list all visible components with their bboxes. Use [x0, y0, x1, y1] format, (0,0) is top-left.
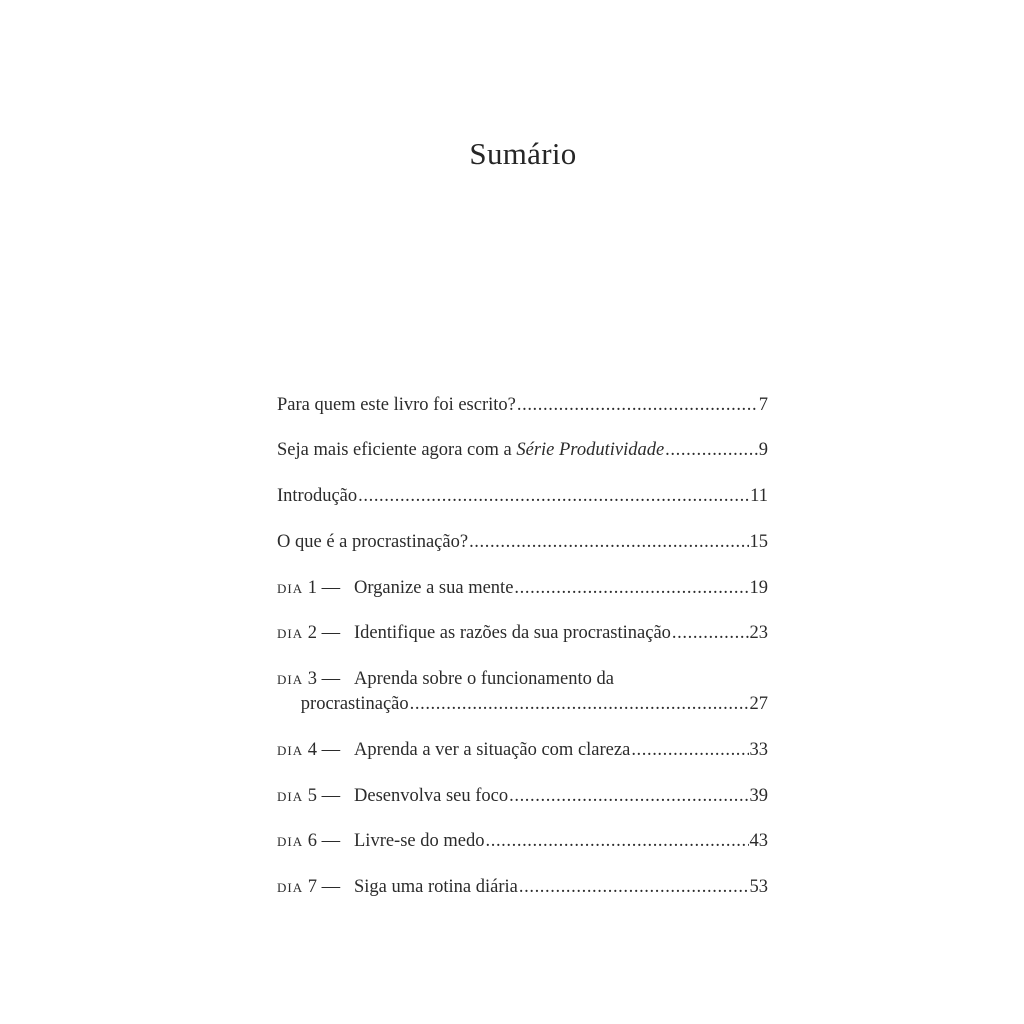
dot-leader	[519, 874, 749, 900]
toc-entry-title: Introdução	[277, 486, 358, 506]
toc-entry[interactable]	[277, 529, 768, 555]
dot-leader	[514, 575, 748, 601]
dot-leader	[665, 437, 758, 463]
day-label: dia 1 —	[277, 577, 341, 598]
toc-page-number: 9	[758, 440, 768, 460]
toc-page-number: 19	[749, 578, 768, 598]
toc-day-entry[interactable]	[277, 782, 768, 809]
toc-page-number: 27	[749, 694, 768, 714]
day-label: dia 2 —	[277, 622, 341, 643]
dot-leader	[358, 483, 749, 509]
toc-entry-title: Identifique as razões da sua procrastinação	[354, 623, 671, 643]
toc-entry-title: Livre-se do medo	[354, 831, 485, 851]
toc-day-entry-line2[interactable]	[277, 691, 768, 717]
toc-page-number: 53	[749, 877, 768, 897]
toc-day-entry[interactable]	[277, 574, 768, 601]
toc-day-entry[interactable]	[277, 736, 768, 763]
toc-entry-title-regular: Seja mais eficiente agora com a	[277, 440, 517, 460]
toc-page-number: 39	[749, 786, 768, 806]
toc-day-entry[interactable]	[277, 873, 768, 900]
toc-entry[interactable]	[277, 392, 768, 418]
page-title: Sumário	[469, 136, 577, 171]
dot-leader	[509, 783, 748, 809]
toc-entry-title: Aprenda sobre o funcionamento da	[354, 669, 614, 689]
toc-entry[interactable]	[277, 437, 768, 463]
toc-day-entry[interactable]	[277, 619, 768, 646]
toc-entry-title: Aprenda a ver a situação com clareza	[354, 740, 631, 760]
dot-leader	[631, 737, 748, 763]
toc-entry-title	[277, 437, 664, 463]
toc-entry[interactable]	[277, 483, 768, 509]
toc-page-number: 33	[749, 740, 768, 760]
toc-page-number: 7	[758, 395, 768, 415]
day-label: dia 3 —	[277, 668, 341, 689]
toc-entry-title: Siga uma rotina diária	[354, 877, 518, 897]
day-label: dia 5 —	[277, 785, 341, 806]
toc-entry-title-cont: procrastinação	[300, 694, 409, 714]
dot-leader	[469, 529, 748, 555]
toc-page-number: 23	[749, 623, 768, 643]
toc-day-entry-line1[interactable]	[277, 665, 768, 692]
toc-page-number: 15	[749, 532, 768, 552]
toc-day-entry[interactable]	[277, 827, 768, 854]
dot-leader	[672, 620, 749, 646]
toc-entry-title-italic: Série Produtividade	[516, 440, 665, 460]
toc-entry-title: Para quem este livro foi escrito?	[277, 395, 516, 415]
day-label: dia 4 —	[277, 739, 341, 760]
toc-entry-title: Desenvolva seu foco	[354, 786, 509, 806]
toc-page-number: 43	[749, 831, 768, 851]
toc-page-number: 11	[750, 486, 768, 506]
day-label: dia 7 —	[277, 876, 341, 897]
dot-leader	[517, 392, 758, 418]
day-label: dia 6 —	[277, 830, 341, 851]
dot-leader	[410, 691, 749, 717]
toc-entry-title: Organize a sua mente	[354, 578, 514, 598]
toc-entry-title: O que é a procrastinação?	[277, 532, 469, 552]
dot-leader	[486, 828, 749, 854]
